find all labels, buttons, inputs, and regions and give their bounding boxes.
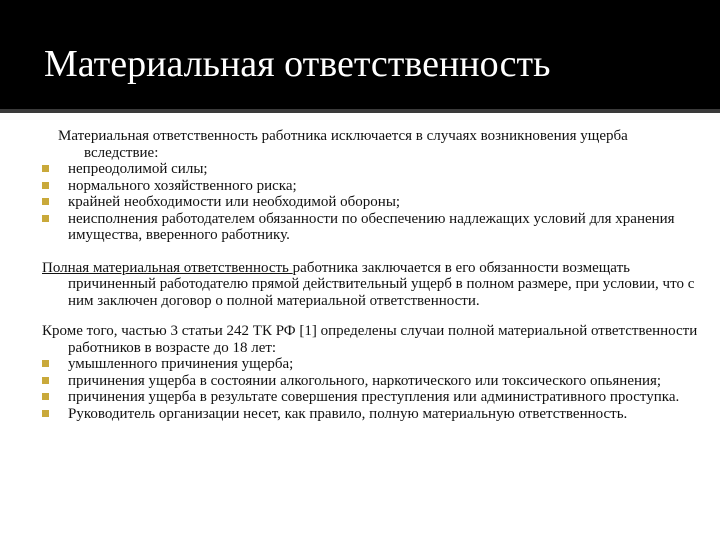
list-item: причинения ущерба в результате совершения преступления или административного проступка.: [42, 389, 702, 406]
list-item: крайней необходимости или необходимой обороны;: [42, 194, 702, 211]
square-bullet-icon: [42, 182, 49, 189]
square-bullet-icon: [42, 215, 49, 222]
spacer: [42, 309, 702, 323]
section1-list: [42, 161, 702, 244]
title-bar: [0, 0, 720, 113]
square-bullet-icon: [42, 198, 49, 205]
square-bullet-icon: [42, 410, 49, 417]
slide-title: Материальная ответственность: [44, 43, 551, 85]
square-bullet-icon: [42, 360, 49, 367]
list-item: причинения ущерба в состоянии алкогольного, наркотического или токсического опьянения;: [42, 373, 702, 390]
section1-intro: Материальная ответственность работника исключается в случаях возникновения ущерба вследствие:: [58, 128, 628, 161]
spacer: [42, 244, 702, 260]
section2-lead: Полная материальная ответственность: [42, 259, 293, 276]
list-item: неисполнения работодателем обязанности по обеспечению надлежащих условий для хранения имущества, вверенного работнику.: [42, 211, 702, 244]
title-divider: [0, 109, 720, 113]
list-item: Руководитель организации несет, как правило, полную материальную ответственность.: [42, 406, 702, 423]
section2-paragraph: [42, 260, 702, 310]
square-bullet-icon: [42, 165, 49, 172]
list-item: нормального хозяйственного риска;: [42, 178, 702, 195]
section3-intro: Кроме того, частью 3 статьи 242 ТК РФ [1] определены случаи полной материальной ответственности работников в возрасте до 18 лет:: [42, 323, 698, 356]
section2-text: работника заключается в его обязанности возмещать причиненный работодателю прямой действительный ущерб в полном размере, при условии, что с ним заключен договор о полной материальной ответственности.: [68, 259, 695, 309]
square-bullet-icon: [42, 393, 49, 400]
list-item: непреодолимой силы;: [42, 161, 702, 178]
list-item: умышленного причинения ущерба;: [42, 356, 702, 373]
section3-list: [42, 356, 702, 422]
square-bullet-icon: [42, 377, 49, 384]
slide-content: [42, 128, 702, 422]
